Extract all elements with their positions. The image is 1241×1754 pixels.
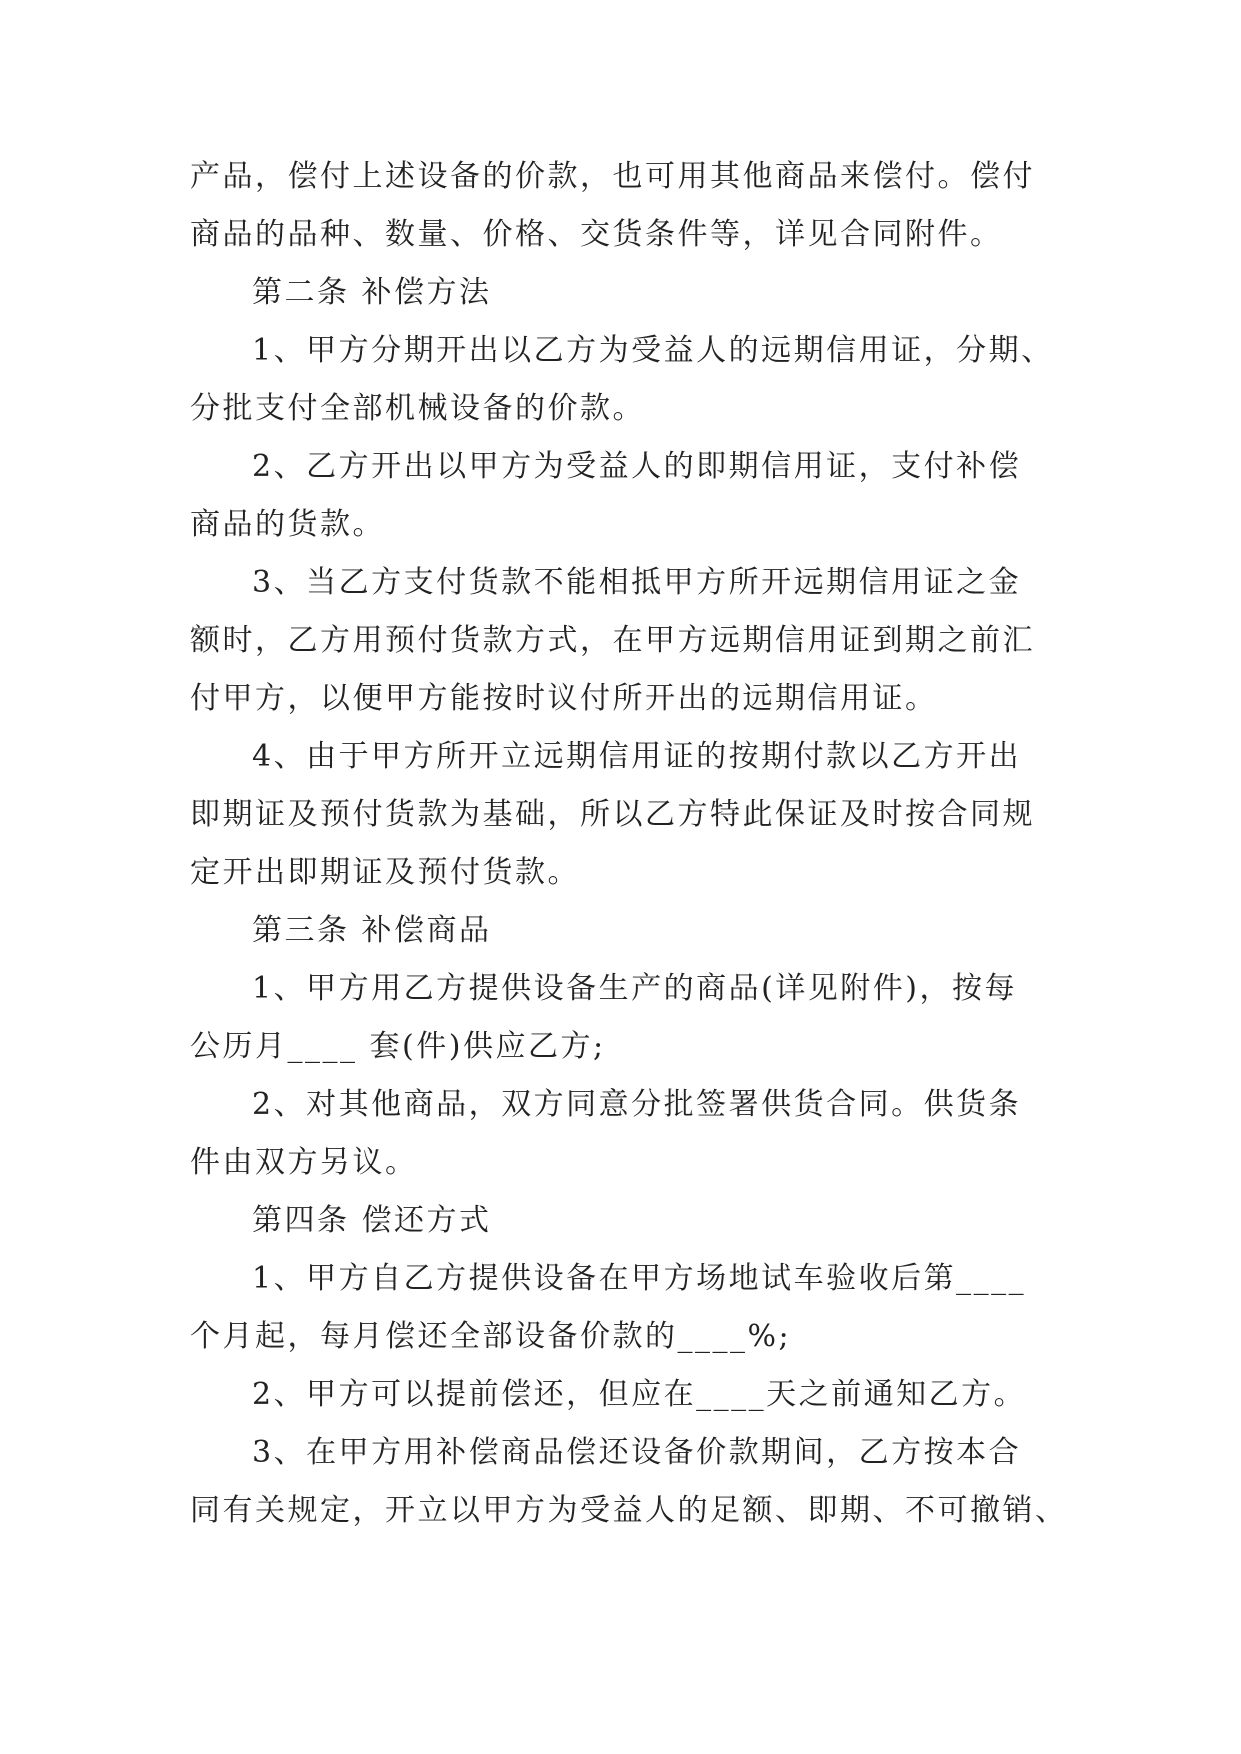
text-line: 3、当乙方支付货款不能相抵甲方所开远期信用证之金 xyxy=(252,565,1022,600)
text-line: 1、甲方用乙方提供设备生产的商品(详见附件)，按每 xyxy=(252,971,1017,1006)
text-line: 付甲方，以便甲方能按时议付所开出的远期信用证。 xyxy=(190,681,938,716)
text-line: 额时，乙方用预付货款方式，在甲方远期信用证到期之前汇 xyxy=(190,623,1035,658)
text-line: 商品的品种、数量、价格、交货条件等，详见合同附件。 xyxy=(190,217,1003,252)
text-line: 商品的货款。 xyxy=(190,507,385,542)
text-line: 件由双方另议。 xyxy=(190,1145,418,1180)
text-line: 2、乙方开出以甲方为受益人的即期信用证，支付补偿 xyxy=(252,449,1022,484)
text-line: 即期证及预付货款为基础，所以乙方特此保证及时按合同规 xyxy=(190,797,1035,832)
article-heading: 第四条 偿还方式 xyxy=(252,1203,492,1238)
text-line: 1、甲方分期开出以乙方为受益人的远期信用证，分期、 xyxy=(252,333,1054,368)
text-line: 分批支付全部机械设备的价款。 xyxy=(190,391,645,426)
text-line: 2、甲方可以提前偿还，但应在____天之前通知乙方。 xyxy=(252,1377,1027,1412)
text-line: 个月起，每月偿还全部设备价款的____%; xyxy=(190,1319,792,1354)
text-line: 产品，偿付上述设备的价款，也可用其他商品来偿付。偿付 xyxy=(190,159,1035,194)
text-line: 公历月____ 套(件)供应乙方; xyxy=(190,1029,606,1064)
article-heading: 第二条 补偿方法 xyxy=(252,275,492,310)
text-line: 3、在甲方用补偿商品偿还设备价款期间，乙方按本合 xyxy=(252,1435,1022,1470)
document-page xyxy=(190,148,1070,1540)
text-line: 同有关规定，开立以甲方为受益人的足额、即期、不可撤销、 xyxy=(190,1493,1068,1528)
text-line: 4、由于甲方所开立远期信用证的按期付款以乙方开出 xyxy=(252,739,1022,774)
article-heading: 第三条 补偿商品 xyxy=(252,913,492,948)
text-line: 定开出即期证及预付货款。 xyxy=(190,855,580,890)
text-line: 1、甲方自乙方提供设备在甲方场地试车验收后第____ xyxy=(252,1261,1027,1296)
text-line: 2、对其他商品，双方同意分批签署供货合同。供货条 xyxy=(252,1087,1022,1122)
